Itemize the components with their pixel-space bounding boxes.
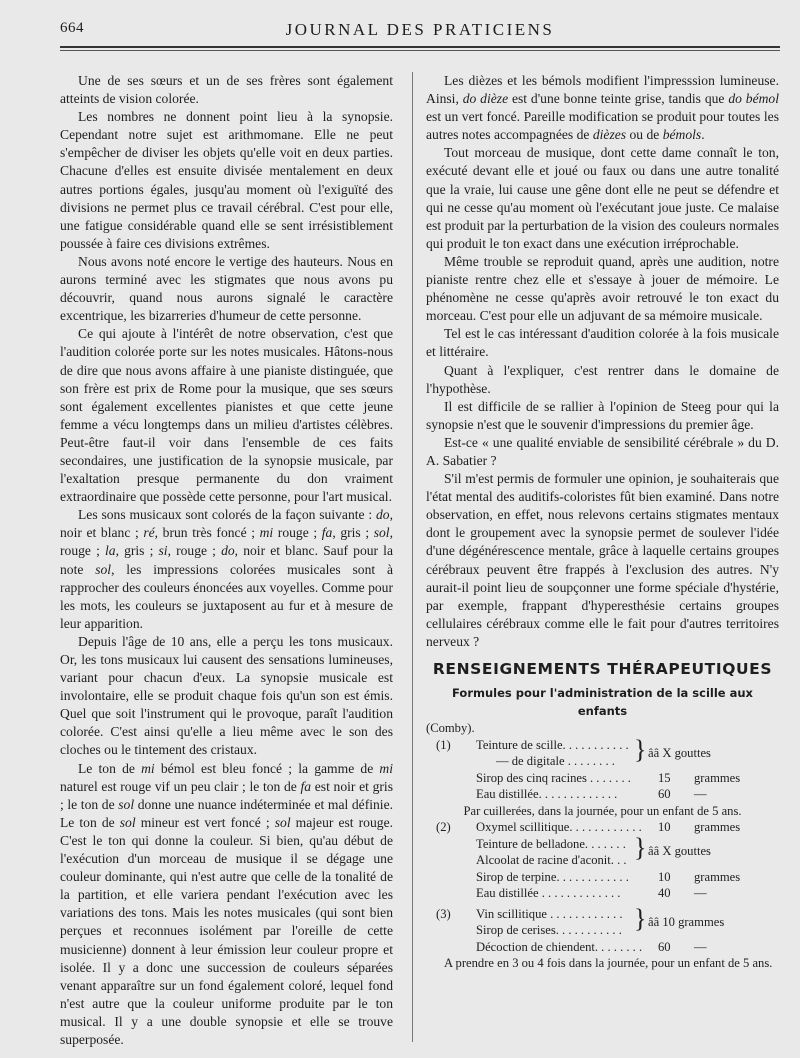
- paragraph: S'il m'est permis de formuler une opinion, je souhaiterais que l'état mental des auditifs-coloristes fût bien examiné. Dans notre observation, en effet, nous relevons certains stigmates mentaux dont le groupement avec la synopsie permet de soulever l'idée d'une dégénérescence mentale, grâce à laquelle certains groupes cérébraux peuvent être frappés à l'exclusion des autres. N'y aurait-il point lieu de soupçonner une forme spéciale d'hystérie, par exemple, frappant d'hyperesthésie certains groupes cellulaires cérébraux comme elle le fait pour d'autres territoires nerveux ?: [426, 471, 779, 649]
- ingredient: Teinture de belladone. . . . . . .: [476, 836, 626, 851]
- formulas-author: (Comby).: [426, 721, 475, 736]
- ingredient: Sirop de terpine. . . . . . . . . . . .: [476, 869, 629, 884]
- quantity: 60: [658, 939, 671, 954]
- paragraph-sharps-flats: Les dièzes et les bémols modifient l'impresssion lumineuse. Ainsi, do dièze est d'une bonne teinte grise, tandis que do bémol est un vert foncé. Pareille modification se produit pour toutes les autres notes accompagnées de dièzes ou de bémols.: [426, 73, 779, 143]
- ingredient: Vin scillitique . . . . . . . . . . . .: [476, 906, 623, 921]
- paragraph: Une de ses sœurs et un de ses frères sont également atteints de vision colorée.: [60, 73, 393, 107]
- paragraph: Depuis l'âge de 10 ans, elle a perçu les tons musicaux. Or, les tons musicaux lui causent des sensations lumineuses, variant pour chacun d'eux. La synopsie musicale est involontaire, elle se produit chaque fois qu'un son est émis. Quel que soit l'instrument qui le provoque, paraît l'audition colorée. C'est ainsi qu'elle a lieu même avec le son des cloches ou le tintement des cristaux.: [60, 633, 393, 758]
- ingredient: Eau distillée . . . . . . . . . . . . .: [476, 886, 621, 901]
- recipe-list: [426, 720, 779, 972]
- paragraph: Tel est le cas intéressant d'audition colorée à la fois musicale et littéraire.: [426, 326, 779, 360]
- page-header: [60, 20, 780, 46]
- page-number: 664: [60, 20, 84, 36]
- ingredient: Oxymel scillitique. . . . . . . . . . . .: [476, 820, 642, 835]
- paragraph-note-colors: Les sons musicaux sont colorés de la façon suivante : do, noir et blanc ; ré, brun très foncé ; mi rouge ; fa, gris ; sol, rouge ; la, gris ; si, rouge ; do, noir et blanc. Sauf pour la note sol, les impressions colorées musicales sont à rapprocher des couleurs énoncées aux voyelles. Comme pour les mots, les couleurs se juxtaposent au fur et à mesure de leur apparition.: [60, 507, 393, 631]
- formula-number: (3): [436, 906, 451, 921]
- paragraph: Nous avons noté encore le vertige des hauteurs. Nous en aurons terminé avec les stigmates que nous avons pu découvrir, quand nous aurons signalé le caractère excentrique, les bizarreries d'humeur de cette personne.: [60, 253, 393, 324]
- formulas-heading: Formules pour l'administration de la scille aux enfants: [452, 686, 753, 719]
- formula-number: (1): [436, 737, 451, 752]
- dosage-note: Par cuillerées, dans la journée, pour un enfant de 5 ans.: [463, 803, 742, 818]
- header-rule-thin: [60, 50, 780, 51]
- formula-number: (2): [436, 820, 451, 835]
- quantity: 40: [658, 886, 671, 901]
- ingredient: Décoction de chiendent. . . . . . . .: [476, 939, 643, 954]
- unit: —: [694, 787, 707, 802]
- quantity: 10: [658, 820, 671, 835]
- paragraph: Les nombres ne donnent point lieu à la synopsie. Cependant notre sujet est arithmomane. Elle ne peut s'empêcher de diviser les objets qu'elle voit en deux parties. Chacune d'elles est ensuite divisée mentalement en deux autres portions égales, jusqu'au moment où l'exiguïté des divisions ne permet plus ce travail cérébral. C'est pour elle, une fatigue considérable quand elle se sent irrésistiblement poussée à faire ces divisions extrêmes.: [60, 109, 393, 251]
- unit: —: [694, 886, 707, 901]
- column-divider: [412, 72, 413, 1042]
- ingredient: — de digitale . . . . . . . .: [496, 754, 615, 769]
- paragraph: Même trouble se reproduit quand, après une audition, notre pianiste rentre chez elle et s'essaye à jouer de mémoire. Le phénomène ne cesse qu'après avoir retrouvé le ton exact du morceau. C'est pour elle un adjuvant de sa mémoire musicale.: [426, 253, 779, 324]
- ingredient: Teinture de scille. . . . . . . . . . .: [476, 737, 629, 752]
- formula-1: [426, 734, 779, 803]
- quantity: 15: [658, 770, 671, 785]
- left-column: [60, 72, 393, 1049]
- paragraph: Il est difficile de se rallier à l'opinion de Steeg pour qui la synopsie n'est que le souvenir d'impressions du premier âge.: [426, 398, 779, 432]
- unit: grammes: [694, 770, 741, 785]
- brace: }: [634, 903, 647, 933]
- ingredient: Sirop de cerises. . . . . . . . . . .: [476, 923, 622, 938]
- right-column: [426, 72, 779, 972]
- ingredient: Eau distillée. . . . . . . . . . . . .: [476, 787, 618, 802]
- brace: }: [634, 833, 647, 863]
- paragraph-tone-colors: Le ton de mi bémol est bleu foncé ; la gamme de mi naturel est rouge vif un peu clair ; le ton de fa est noir et gris ; le ton de sol donne une nuance indéterminée et mal définie. Le ton de sol mineur est vert foncé ; sol majeur est rouge. C'est le ton qui donne la couleur. Si bien, qu'au début de l'exécution d'un morceau de musique il se dégage une couleur dominante, qui n'est autre que celle de la tonalité de la partition, et elle variera pendant l'exécution avec les variations des tons. Mais les notes musicales (qui sont bien perçues et reconnues isolément par l'oreille de cette musicienne) donnent à leur émission leur couleur propre et isolée. Il y a donc une succession de couleurs séparées venant apparaître sur un fond également coloré, lequel fond n'est autre que la couleur uniforme produite par le ton musical. Il y a une double synopsie et elle se trouve superposée.: [60, 760, 394, 1047]
- header-rule: [60, 46, 780, 48]
- quantity: ââ X gouttes: [648, 745, 711, 760]
- ingredient: Alcoolat de racine d'aconit. . .: [476, 853, 627, 868]
- unit: —: [694, 939, 707, 954]
- section-title: RENSEIGNEMENTS THÉRAPEUTIQUES: [432, 660, 773, 678]
- unit: grammes: [694, 869, 741, 884]
- quantity: ââ X gouttes: [648, 844, 711, 859]
- quantity: ââ 10 grammes: [648, 914, 725, 929]
- paragraph: Ce qui ajoute à l'intérêt de notre observation, c'est que l'audition colorée porte sur les notes musicales. Hâtons-nous de dire que nous avons affaire à une pianiste distinguée, que son frère est prix de Rome pour la musique, que ses sœurs sont également excellentes pianistes et que cette jeune femme a vécu longtemps dans un milieu d'artistes célèbres. Peut-être faut-il voir dans l'ensemble de ces faits secondaires, une justification de la synopsie musicale, par l'exaltation presque permanente du don vraiment extraordinaire que possède cette personne, pour l'art musical.: [60, 326, 393, 505]
- paragraph: Quant à l'expliquer, c'est rentrer dans le domaine de l'hypothèse.: [426, 362, 779, 396]
- quantity: 10: [658, 869, 671, 884]
- formula-2: [426, 819, 779, 902]
- paragraph: Tout morceau de musique, dont cette dame connaît le ton, exécuté devant elle et joué ou faux ou dans une autre tonalité que la vraie, lui cause une gêne dont elle ne peut se défendre et qui ne cesse qu'au moment où l'exécutant joue juste. Ce malaise est produit par la perturbation de la vision des couleurs normales qui produit le ton exact dans une exécution irréprochable.: [426, 145, 779, 251]
- formula-3: [426, 903, 779, 956]
- recipe-author-row: [426, 720, 779, 737]
- closing-note: A prendre en 3 ou 4 fois dans la journée, pour un enfant de 5 ans.: [444, 956, 773, 971]
- quantity: 60: [658, 787, 671, 802]
- ingredient: Sirop des cinq racines . . . . . . .: [476, 770, 631, 785]
- brace: }: [634, 734, 647, 764]
- unit: grammes: [694, 820, 741, 835]
- journal-title: JOURNAL DES PRATICIENS: [285, 20, 555, 39]
- paragraph: Est-ce « une qualité enviable de sensibilité cérébrale » du D. A. Sabatier ?: [426, 434, 779, 468]
